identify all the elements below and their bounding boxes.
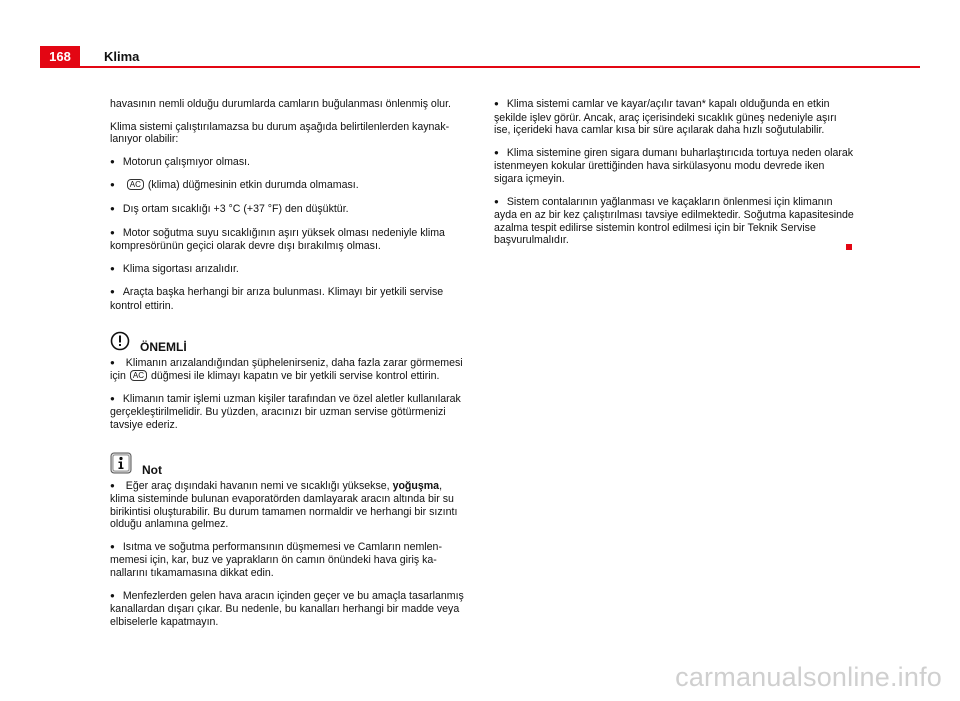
note-item-1-post: , klima sisteminde bulunan evaporatörden damlayarak aracın altında bir su birikintisi oluşturabilir. Bu durum tamamen normaldir ve herhangi bir sızıntı olduğu anlamına gelmez. bbox=[110, 479, 458, 531]
important-title: ÖNEMLİ bbox=[140, 339, 187, 354]
right-column bbox=[494, 98, 854, 257]
important-item-1-post: düğmesi ile klimayı kapatın ve bir yetkili servise kontrol ettirin. bbox=[150, 370, 440, 383]
ac-button-symbol: AC bbox=[130, 370, 147, 381]
page-number: 168 bbox=[40, 46, 80, 68]
cause-item-5: ● Klima sigortası arızalıdır. bbox=[110, 263, 466, 277]
right-item-2: ● Klima sistemine giren sigara dumanı buharlaştırıcıda tortuya neden olarak istenmeyen kokular ürettiğinden hava sirkülasyonu modu devrede iken sigara içmeyin. bbox=[494, 147, 854, 186]
important-item-1-pre: Klimanın arızalandığından şüphelenirseniz, daha fazla zarar görmemesi için bbox=[110, 356, 463, 383]
cause-item-3: ● Dış ortam sıcaklığı +3 °C (+37 °F) den düşüktür. bbox=[110, 203, 466, 217]
chapter-title: Klima bbox=[104, 49, 140, 64]
info-note-icon bbox=[110, 452, 132, 474]
cause-item-1: ● Motorun çalışmıyor olması. bbox=[110, 156, 466, 170]
note-item-1 bbox=[110, 480, 466, 531]
note-item-3: ● Menfezlerden gelen hava aracın içinden geçer ve bu amaçla tasarlanmış kanallardan dışarı çıkar. Bu nedenle, bu kanalları herhangi bir madde veya elbiselerle kapatmayın. bbox=[110, 590, 466, 629]
cause-item-4: ● Motor soğutma suyu sıcaklığının aşırı yüksek olması nedeniyle klima kompresörünün geçici olarak devre dışı bırakılmış olması. bbox=[110, 227, 466, 253]
note-item-1-pre: Eğer araç dışındaki havanın nemi ve sıcaklığı yüksekse, bbox=[125, 479, 390, 492]
warning-icon bbox=[110, 331, 130, 351]
cause-item-2 bbox=[110, 179, 466, 193]
cause-item-2-text: (klima) düğmesinin etkin durumda olmaması. bbox=[147, 179, 359, 192]
important-item-2: ● Klimanın tamir işlemi uzman kişiler tarafından ve özel aletler kullanılarak gerçekleştirilmelidir. Bu yüzden, aracınızı bir uzman servise götürmenizi tavsiye ederiz. bbox=[110, 393, 466, 432]
right-item-1: ● Klima sistemi camlar ve kayar/açılır tavan* kapalı olduğunda en etkin şekilde işlev görür. Ancak, araç içerisindeki sıcaklık güneş nedeniyle aşırı ise, içerideki hava camlar kısa bir süre açılarak daha hızlı soğutulabilir. bbox=[494, 98, 854, 137]
cause-item-6: ● Araçta başka herhangi bir arıza bulunması. Klimayı bir yetkili servise kontrol ettirin. bbox=[110, 286, 466, 312]
important-item-1 bbox=[110, 357, 466, 383]
right-item-3: ● Sistem contalarının yağlanması ve kaçakların önlenmesi için klimanın ayda en az bir kez çalıştırılması tavsiye edilmektedir. Soğutma kapasitesinde azalma tespit edilirse sistemin kontrol edilmesi için bir Teknik Servise başvurulmalıdır. bbox=[494, 196, 854, 247]
section-end-marker bbox=[846, 244, 852, 250]
note-title: Not bbox=[142, 462, 162, 477]
intro-paragraph-2: Klima sistemi çalıştırılamazsa bu durum aşağıda belirtilenlerden kaynaklanıyor olabilir: bbox=[110, 120, 450, 146]
note-item-1-bold: yoğuşma bbox=[392, 479, 440, 492]
note-heading bbox=[110, 452, 466, 477]
note-item-2: ● Isıtma ve soğutma performansının düşmemesi ve Camların nemlenmemesi için, kar, buz ve yaprakların ön camın önündeki hava giriş kanallarını tıkamamasına dikkat edin. bbox=[110, 541, 466, 580]
important-heading bbox=[110, 331, 466, 354]
ac-button-symbol: AC bbox=[127, 179, 144, 190]
intro-paragraph-1: havasının nemli olduğu durumlarda camların buğulanması önlenmiş olur. bbox=[110, 98, 451, 110]
watermark: carmanualsonline.info bbox=[675, 662, 942, 692]
header-rule bbox=[40, 66, 920, 68]
left-column bbox=[110, 98, 466, 638]
